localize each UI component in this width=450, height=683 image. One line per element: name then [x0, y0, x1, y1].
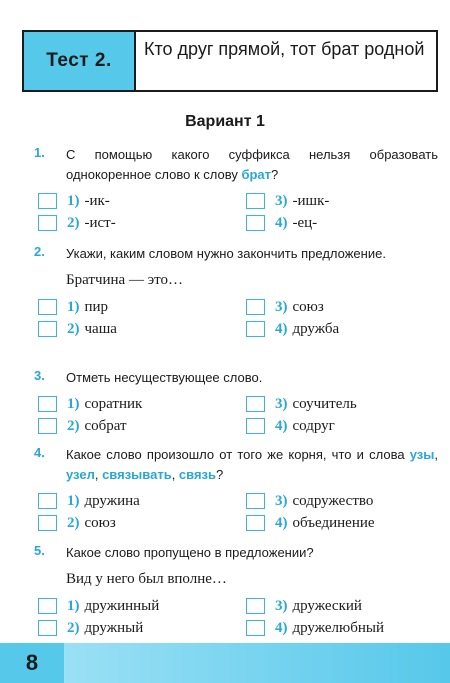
option-number: 4) — [275, 514, 288, 531]
answer-option-4[interactable] — [246, 416, 335, 436]
question-number: 5. — [34, 543, 45, 558]
question-1 — [34, 145, 438, 235]
question-text-part: С помощью какого суффикса нельзя образовать однокоренное слово к слову — [66, 147, 438, 182]
highlighted-word: связь — [178, 467, 217, 482]
answer-checkbox[interactable] — [38, 396, 57, 412]
answer-checkbox[interactable] — [38, 620, 57, 636]
question-text-part: Какое слово произошло от того же корня, что и слова — [66, 447, 410, 462]
option-text: дружный — [84, 619, 144, 636]
option-number: 2) — [67, 619, 80, 636]
option-text: союз — [84, 514, 116, 531]
option-number: 3) — [275, 298, 288, 315]
option-text: -ец- — [292, 214, 318, 231]
test-title: Кто друг прямой, тот брат родной — [144, 39, 425, 59]
option-text: дружеский — [292, 597, 362, 614]
answer-options — [34, 297, 438, 341]
option-number: 2) — [67, 417, 80, 434]
answer-option-1[interactable] — [38, 191, 110, 211]
option-number: 1) — [67, 492, 80, 509]
answer-checkbox[interactable] — [38, 598, 57, 614]
answer-checkbox[interactable] — [246, 418, 265, 434]
option-text: дружба — [292, 320, 340, 337]
highlighted-word: брат — [241, 167, 272, 182]
answer-options — [34, 191, 438, 235]
answer-checkbox[interactable] — [38, 493, 57, 509]
option-text: -ист- — [84, 214, 116, 231]
answer-checkbox[interactable] — [246, 321, 265, 337]
option-number: 2) — [67, 214, 80, 231]
option-number: 3) — [275, 492, 288, 509]
test-number-label: Тест 2. — [24, 32, 136, 90]
option-text: содружество — [292, 492, 374, 509]
answer-option-1[interactable] — [38, 297, 108, 317]
question-text-part: ? — [216, 467, 224, 482]
answer-checkbox[interactable] — [38, 418, 57, 434]
sentence-prompt: Вид у него был вполне… — [66, 571, 227, 587]
answer-checkbox[interactable] — [246, 598, 265, 614]
answer-option-2[interactable] — [38, 618, 143, 638]
option-number: 4) — [275, 320, 288, 337]
answer-options — [34, 491, 438, 535]
question-text — [66, 445, 438, 485]
option-text: дружина — [84, 492, 140, 509]
option-number: 3) — [275, 597, 288, 614]
option-number: 1) — [67, 395, 80, 412]
question-text-part: , — [171, 467, 179, 482]
highlighted-word: связывать — [102, 467, 172, 482]
option-text: чаша — [84, 320, 117, 337]
option-number: 1) — [67, 298, 80, 315]
answer-option-1[interactable] — [38, 596, 159, 616]
option-number: 4) — [275, 417, 288, 434]
option-text: -ик- — [84, 192, 110, 209]
question-text: Укажи, каким словом нужно закончить предложение. — [66, 246, 386, 261]
question-text-part: ? — [271, 167, 279, 182]
question-text-part: , — [94, 467, 103, 482]
option-number: 2) — [67, 514, 80, 531]
answer-option-1[interactable] — [38, 491, 140, 511]
question-4 — [34, 445, 438, 535]
question-number: 1. — [34, 145, 45, 160]
question-2 — [34, 244, 438, 341]
option-number: 1) — [67, 192, 80, 209]
answer-option-4[interactable] — [246, 618, 384, 638]
option-number: 1) — [67, 597, 80, 614]
answer-option-2[interactable] — [38, 319, 117, 339]
option-text: соучитель — [292, 395, 357, 412]
option-number: 3) — [275, 192, 288, 209]
question-number: 2. — [34, 244, 45, 259]
answer-option-3[interactable] — [246, 596, 362, 616]
answer-checkbox[interactable] — [246, 620, 265, 636]
question-5 — [34, 543, 438, 640]
option-text: содруг — [292, 417, 335, 434]
answer-checkbox[interactable] — [38, 193, 57, 209]
answer-option-4[interactable] — [246, 513, 375, 533]
answer-option-2[interactable] — [38, 213, 116, 233]
answer-option-3[interactable] — [246, 297, 324, 317]
option-text: пир — [84, 298, 109, 315]
answer-option-2[interactable] — [38, 416, 127, 436]
answer-option-3[interactable] — [246, 394, 357, 414]
sentence-prompt: Братчина — это… — [66, 272, 183, 288]
answer-option-1[interactable] — [38, 394, 142, 414]
answer-checkbox[interactable] — [246, 299, 265, 315]
answer-option-3[interactable] — [246, 491, 373, 511]
page-number: 8 — [0, 643, 64, 683]
highlighted-word: узы — [409, 447, 435, 462]
option-text: дружинный — [84, 597, 160, 614]
option-text: объединение — [292, 514, 375, 531]
footer-band — [0, 643, 450, 683]
answer-checkbox[interactable] — [38, 515, 57, 531]
test-header — [22, 30, 438, 92]
answer-checkbox[interactable] — [246, 396, 265, 412]
answer-option-3[interactable] — [246, 191, 329, 211]
option-number: 2) — [67, 320, 80, 337]
question-number: 4. — [34, 445, 45, 460]
option-number: 4) — [275, 214, 288, 231]
answer-options — [34, 394, 438, 438]
question-3 — [34, 368, 438, 438]
answer-option-2[interactable] — [38, 513, 116, 533]
option-text: собрат — [84, 417, 127, 434]
answer-checkbox[interactable] — [38, 299, 57, 315]
answer-checkbox[interactable] — [38, 321, 57, 337]
answer-checkbox[interactable] — [246, 493, 265, 509]
answer-checkbox[interactable] — [246, 515, 265, 531]
option-text: соратник — [84, 395, 143, 412]
option-number: 3) — [275, 395, 288, 412]
answer-option-4[interactable] — [246, 319, 339, 339]
option-text: дружелюбный — [292, 619, 385, 636]
answer-option-4[interactable] — [246, 213, 317, 233]
answer-checkbox[interactable] — [246, 193, 265, 209]
variant-heading: Вариант 1 — [185, 113, 265, 130]
top-margin — [0, 0, 450, 22]
answer-options — [34, 596, 438, 640]
option-text: союз — [292, 298, 324, 315]
option-text: -ишк- — [292, 192, 330, 209]
answer-checkbox[interactable] — [246, 215, 265, 231]
question-text — [66, 145, 438, 185]
question-text: Отметь несуществующее слово. — [66, 370, 263, 385]
highlighted-word: узел — [66, 467, 95, 482]
question-number: 3. — [34, 368, 45, 383]
question-text: Какое слово пропущено в предложении? — [66, 545, 314, 560]
question-text-part: , — [434, 447, 438, 462]
answer-checkbox[interactable] — [38, 215, 57, 231]
option-number: 4) — [275, 619, 288, 636]
